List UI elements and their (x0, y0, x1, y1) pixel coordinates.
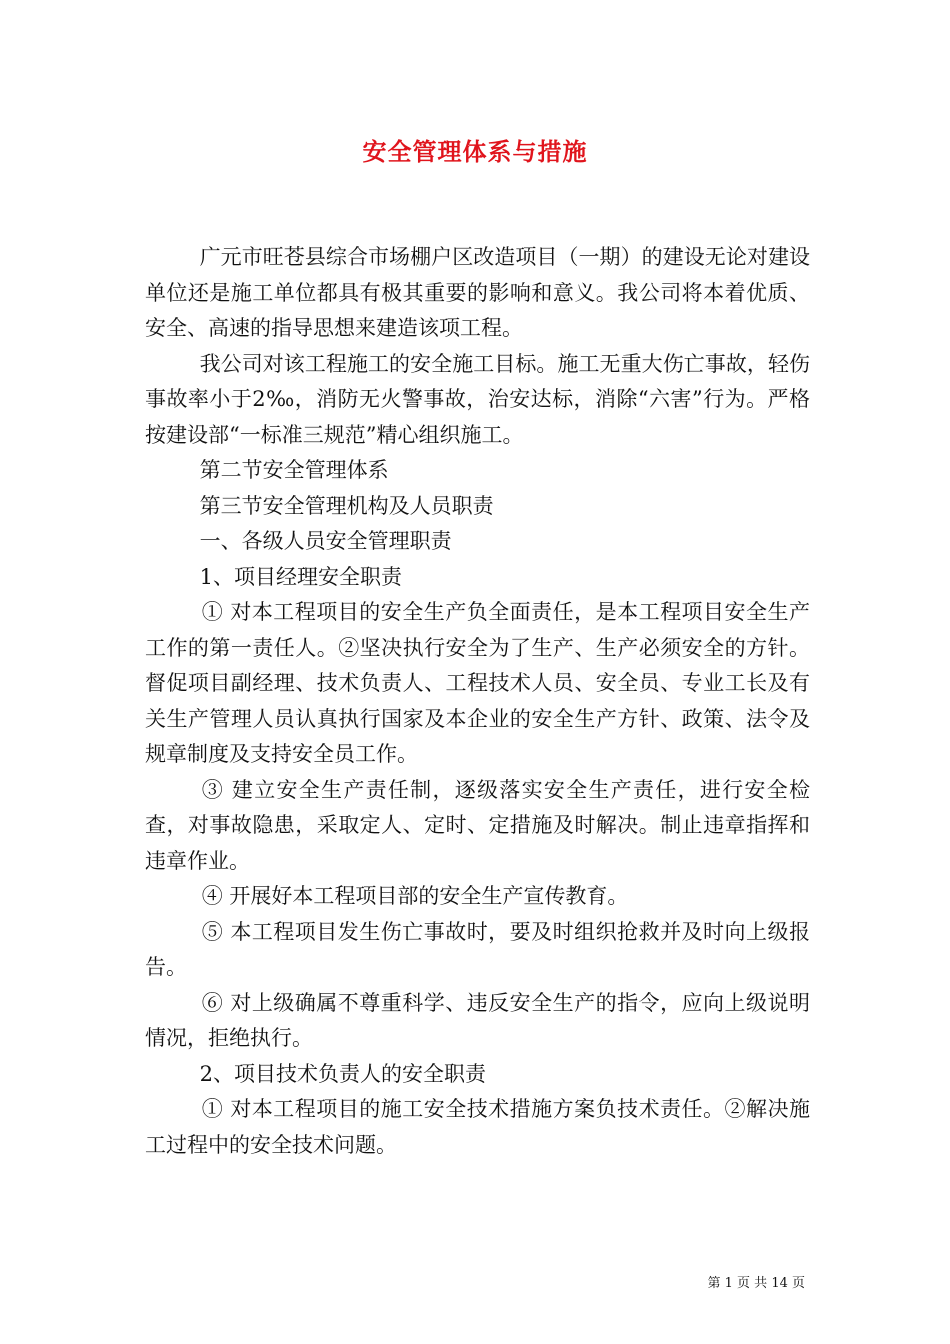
page-number: 第 1 页 共 14 页 (707, 1276, 805, 1291)
list-item: ① 对本工程项目的施工安全技术措施方案负技术责任。②解决施工过程中的安全技术问题。 (145, 1097, 810, 1157)
list-item: ⑥ 对上级确属不尊重科学、违反安全生产的指令，应向上级说明情况，拒绝执行。 (145, 990, 810, 1050)
list-item: ③ 建立安全生产责任制，逐级落实安全生产责任，进行安全检查，对事故隐患，采取定人、定时、定措施及时解决。制止违章指挥和违章作业。 (145, 777, 810, 873)
section-heading-2: 第二节安全管理体系 (199, 458, 389, 482)
paragraph-safety-goal: 我公司对该工程施工的安全施工目标。施工无重大伤亡事故，轻伤事故率小于2‰，消防无火警事故，治安达标，消除“六害”行为。严格按建设部“一标准三规范”精心组织施工。 (145, 351, 810, 447)
paragraph-intro: 广元市旺苍县综合市场棚户区改造项目（一期）的建设无论对建设单位还是施工单位都具有极其重要的影响和意义。我公司将本着优质、安全、高速的指导思想来建造该项工程。 (145, 245, 810, 340)
list-item: ④ 开展好本工程项目部的安全生产宣传教育。 (201, 884, 629, 908)
document-title: 安全管理体系与措施 (362, 137, 588, 166)
list-item: ⑤ 本工程项目发生伤亡事故时，要及时组织抢救并及时向上级报告。 (145, 919, 810, 979)
list-item: ① 对本工程项目的安全生产负全面责任，是本工程项目安全生产工作的第一责任人。②坚决执行安全为了生产、生产必须安全的方针。督促项目副经理、技术负责人、工程技术人员、安全员、专业工长及有关生产管理人员认真执行国家及本企业的安全生产方针、政策、法令及规章制度及支持安全员工作。 (145, 600, 810, 766)
section-heading-3: 第三节安全管理机构及人员职责 (199, 493, 494, 518)
item-heading-technical-lead: 2、项目技术负责人的安全职责 (199, 1061, 486, 1086)
item-heading-project-manager: 1、项目经理安全职责 (199, 564, 402, 589)
document-body (145, 240, 810, 1163)
subsection-heading-1: 一、各级人员安全管理职责 (199, 529, 452, 553)
